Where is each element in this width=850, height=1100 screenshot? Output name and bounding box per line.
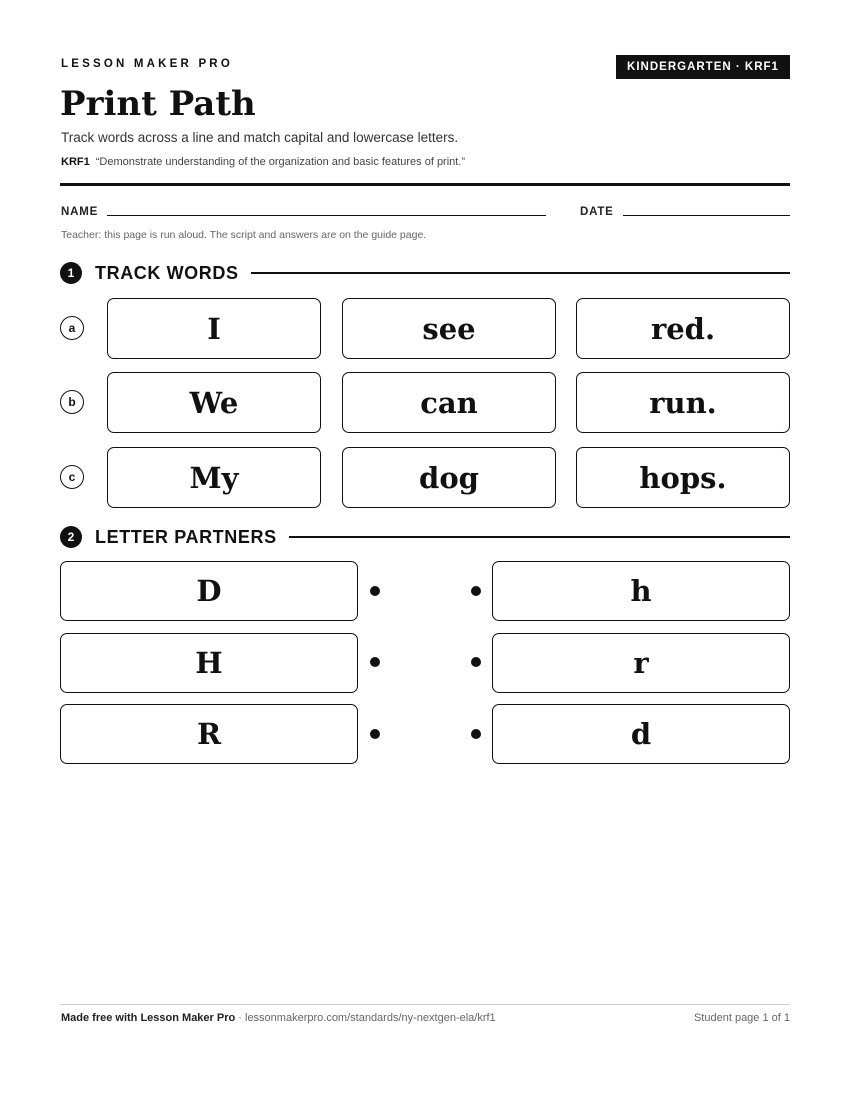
match-dot-left[interactable] <box>370 657 380 667</box>
capital-letter-box: R <box>60 704 358 764</box>
standard-line <box>61 156 465 168</box>
section-number-badge: 1 <box>60 262 82 284</box>
date-field[interactable] <box>623 215 790 216</box>
teacher-note: Teacher: this page is run aloud. The script and answers are on the guide page. <box>61 229 427 241</box>
word-box: My <box>107 447 321 508</box>
footer-made-with: Made free with Lesson Maker Pro <box>61 1012 236 1024</box>
match-dot-right[interactable] <box>471 657 481 667</box>
footer-credit <box>61 1012 496 1024</box>
word-box: can <box>342 372 556 433</box>
section-title: TRACK WORDS <box>95 262 239 283</box>
section-track-words-header <box>60 260 790 286</box>
section-number-badge: 2 <box>60 526 82 548</box>
word-box: I <box>107 298 321 359</box>
footer-divider <box>60 1004 790 1005</box>
match-dot-left[interactable] <box>370 586 380 596</box>
lowercase-letter-box: d <box>492 704 790 764</box>
capital-letter-box: H <box>60 633 358 693</box>
standard-code: KRF1 <box>61 156 90 168</box>
footer-separator: · <box>235 1012 245 1024</box>
footer-url[interactable]: lessonmakerpro.com/standards/ny-nextgen-ela/krf1 <box>245 1012 496 1024</box>
date-label: DATE <box>580 206 614 218</box>
page-title: Print Path <box>60 84 256 124</box>
section-rule <box>251 272 790 274</box>
word-box: see <box>342 298 556 359</box>
section-title: LETTER PARTNERS <box>95 526 277 547</box>
brand-name: LESSON MAKER PRO <box>61 58 233 70</box>
match-dot-left[interactable] <box>370 729 380 739</box>
match-dot-right[interactable] <box>471 586 481 596</box>
row-marker-a: a <box>60 316 84 340</box>
word-box: run. <box>576 372 790 433</box>
word-box: We <box>107 372 321 433</box>
name-field[interactable] <box>107 215 546 216</box>
word-box: red. <box>576 298 790 359</box>
word-box: dog <box>342 447 556 508</box>
section-rule <box>289 536 790 538</box>
name-label: NAME <box>61 206 99 218</box>
word-box: hops. <box>576 447 790 508</box>
standard-text: “Demonstrate understanding of the organization and basic features of print.” <box>95 156 466 168</box>
header-divider <box>60 183 790 186</box>
grade-badge: KINDERGARTEN · KRF1 <box>616 55 790 79</box>
row-marker-c: c <box>60 465 84 489</box>
lowercase-letter-box: h <box>492 561 790 621</box>
section-letter-partners-header <box>60 524 790 550</box>
row-marker-b: b <box>60 390 84 414</box>
match-dot-right[interactable] <box>471 729 481 739</box>
page-subtitle: Track words across a line and match capital and lowercase letters. <box>61 130 459 145</box>
capital-letter-box: D <box>60 561 358 621</box>
footer-page-number: Student page 1 of 1 <box>693 1012 790 1024</box>
lowercase-letter-box: r <box>492 633 790 693</box>
